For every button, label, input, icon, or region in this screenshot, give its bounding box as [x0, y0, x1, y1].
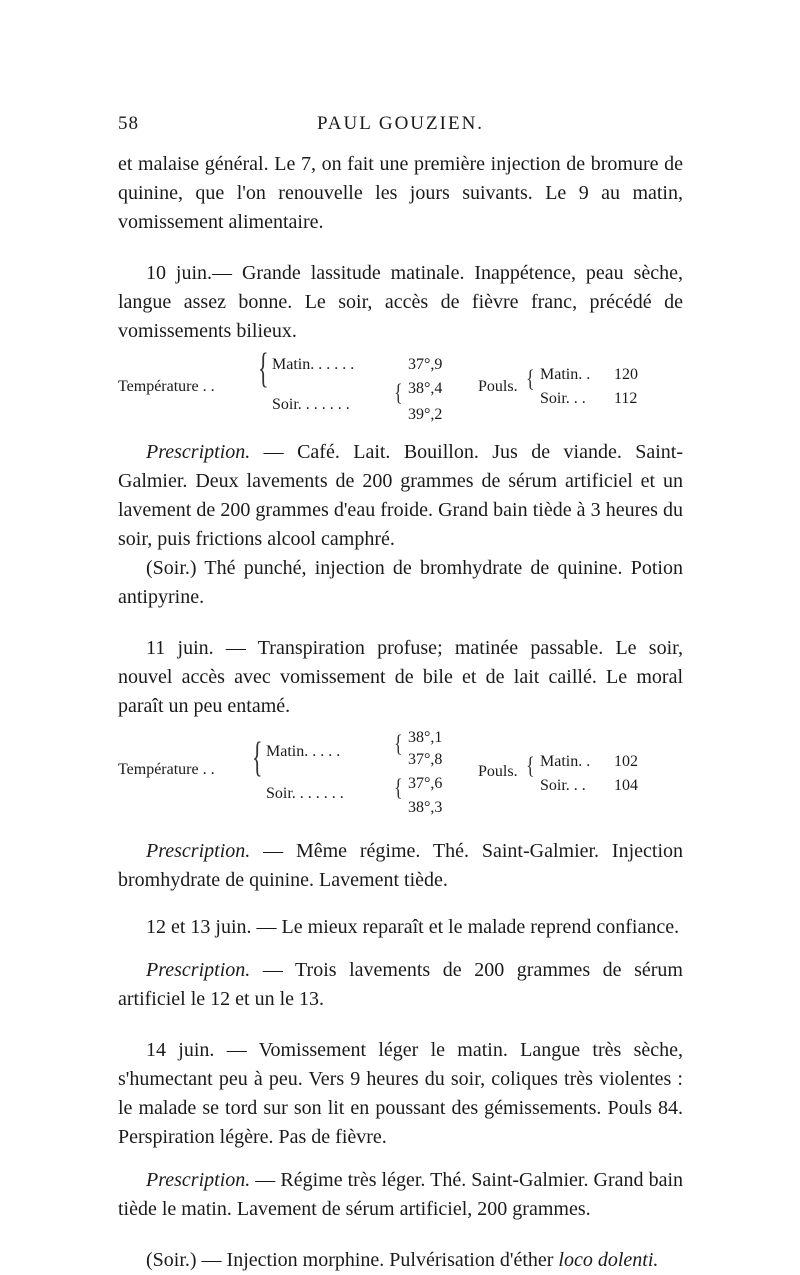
prescription-text: — Trois lavements de 200 grammes de sérum artificiel le 12 et un le 13.: [118, 959, 683, 1010]
pouls-matin-label: Matin. .: [540, 753, 591, 770]
soir-value-2: 39°,2: [408, 406, 443, 423]
prescription-text: — Même régime. Thé. Saint-Galmier. Injection bromhydrate de quinine. Lavement tiède.: [118, 840, 683, 891]
pouls-soir-label: Soir. . .: [540, 777, 586, 794]
soir-label: Soir. . . . . . .: [272, 396, 350, 413]
paragraph-prescription-4: [118, 1166, 683, 1224]
prescription-text: — Régime très léger. Thé. Saint-Galmier. Grand bain tiède le matin. Lavement de sérum artificiel, 200 grammes.: [118, 1169, 683, 1220]
pouls-soir-value: 112: [614, 390, 638, 407]
brace-glyph: {: [394, 773, 403, 801]
brace-glyph: {: [258, 344, 269, 392]
matin-value-1: 38°,1: [408, 729, 443, 746]
pouls-label: Pouls.: [478, 378, 518, 395]
paragraph-prescription-2: [118, 837, 683, 895]
soir-value-2: 38°,3: [408, 799, 443, 816]
matin-label: Matin. . . . .: [266, 743, 341, 760]
paragraph-june-14: 14 juin. — Vomissement léger le matin. Langue très sèche, s'humectant peu à peu. Vers 9 heures du soir, coliques très violentes : le malade se tord sur son lit en poussant des gémissements. Pouls 84. Perspiration légère. Pas de fièvre.: [118, 1039, 683, 1148]
temperature-label: Température . .: [118, 378, 215, 395]
vitals-table-june-10: [118, 344, 683, 434]
paragraph-june-11: 11 juin. — Transpiration profuse; matinée passable. Le soir, nouvel accès avec vomissement de bile et de lait caillé. Le moral paraît un peu entamé.: [118, 637, 683, 717]
pouls-matin-value: 120: [614, 366, 638, 383]
pouls-matin-label: Matin. .: [540, 366, 591, 383]
temperature-label: Température . .: [118, 761, 215, 778]
brace-glyph: {: [526, 751, 535, 779]
pouls-label: Pouls.: [478, 763, 518, 780]
page-body: [118, 150, 683, 1275]
brace-glyph: {: [252, 733, 263, 781]
pouls-matin-value: 102: [614, 753, 638, 770]
prescription-label: Prescription.: [146, 840, 251, 862]
paragraph-evening-1: (Soir.) Thé punché, injection de bromhydrate de quinine. Potion antipyrine.: [118, 557, 683, 608]
matin-label: Matin. . . . . .: [272, 356, 355, 373]
paragraph-june-10: 10 juin.— Grande lassitude matinale. Inappétence, peau sèche, langue assez bonne. Le soir, accès de fièvre franc, précédé de vomissements bilieux.: [118, 262, 683, 342]
brace-glyph: {: [526, 364, 535, 392]
paragraph-prescription-3: [118, 956, 683, 1014]
prescription-label: Prescription.: [146, 1169, 251, 1191]
paragraph-evening-2: [118, 1246, 683, 1275]
soir-value-1: 38°,4: [408, 380, 443, 397]
paragraph-prescription-1: [118, 438, 683, 554]
pouls-soir-label: Soir. . .: [540, 390, 586, 407]
running-title: PAUL GOUZIEN.: [316, 113, 485, 134]
running-header: [118, 113, 683, 137]
page-number: 58: [118, 113, 139, 134]
prescription-text: — Café. Lait. Bouillon. Jus de viande. Saint-Galmier. Deux lavements de 200 grammes de sérum artificiel et un lavement de 200 grammes d'eau froide. Grand bain tiède à 3 heures du soir, puis frictions alcool camphré.: [118, 441, 683, 550]
pouls-soir-value: 104: [614, 777, 638, 794]
vitals-table-june-11: [118, 727, 683, 823]
paragraph-june-12-13: 12 et 13 juin. — Le mieux reparaît et le malade reprend confiance.: [146, 916, 680, 938]
soir-label: Soir. . . . . . .: [266, 785, 344, 802]
prescription-label: Prescription.: [146, 441, 251, 463]
latin-phrase: loco dolenti.: [558, 1249, 659, 1271]
prescription-label: Prescription.: [146, 959, 251, 981]
soir-value-1: 37°,6: [408, 775, 443, 792]
matin-value-2: 37°,8: [408, 751, 443, 768]
matin-value: 37°,9: [408, 356, 443, 373]
brace-glyph: {: [394, 729, 403, 757]
paragraph-continuation: et malaise général. Le 7, on fait une première injection de bromure de quinine, que l'on renouvelle les jours suivants. Le 9 au matin, vomissement alimentaire.: [118, 153, 683, 233]
evening-text: (Soir.) — Injection morphine. Pulvérisation d'éther: [146, 1249, 559, 1271]
brace-glyph: {: [394, 378, 403, 406]
